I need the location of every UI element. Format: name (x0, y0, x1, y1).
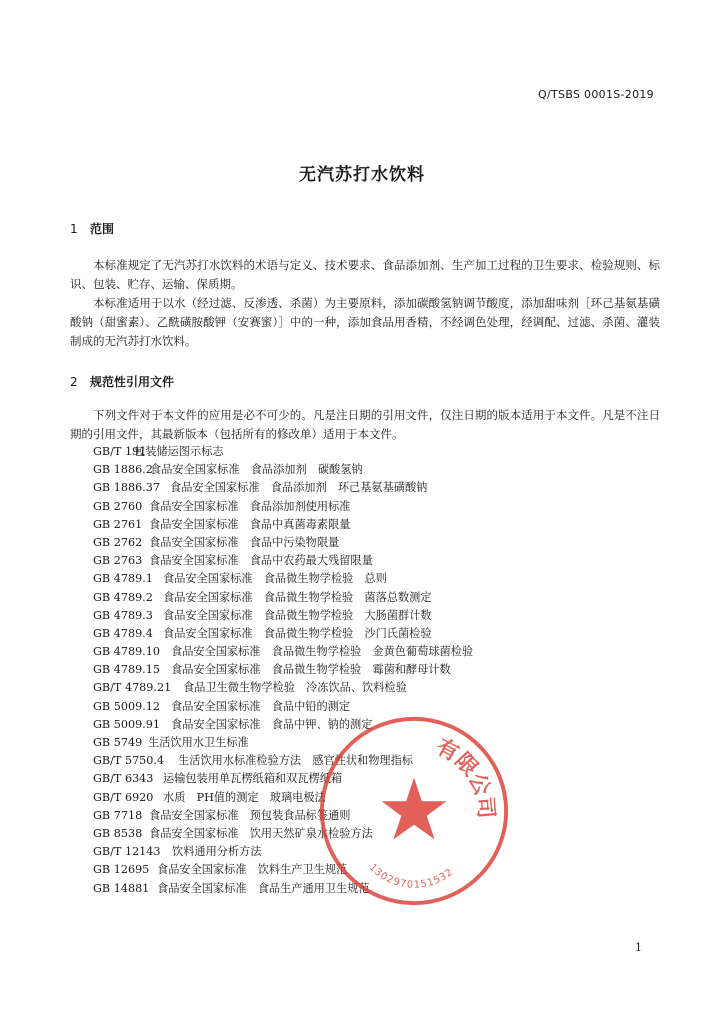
reference-code: GB 4789.10 (93, 645, 160, 659)
scope-paragraph-2: 本标准适用于以水（经过滤、反渗透、杀菌）为主要原料，添加碳酸氢钠调节酸度，添加甜味剂［环己基氨基磺酸钠（甜蜜素）、乙酰磺胺酸钾（安赛蜜）］中的一种，添加食品用香精，不经调色处理，经调配、过滤、杀菌、灌装制成的无汽苏打水饮料。 (70, 296, 660, 348)
reference-code: GB 2762 (93, 535, 143, 549)
reference-code: GB 8538 (93, 826, 143, 840)
reference-title: 食品卫生微生物学检验 冷冻饮品、饮料检验 (183, 681, 407, 695)
company-seal (316, 713, 512, 909)
reference-item (93, 479, 473, 497)
reference-code: GB 4789.2 (93, 590, 153, 604)
reference-title: 食品安全国家标准 食品中农药最大残留限量 (149, 554, 373, 568)
section-1-title: 范围 (90, 222, 115, 236)
reference-item (93, 570, 473, 588)
reference-title: 食品安全国家标准 预包装食品标签通则 (149, 808, 351, 822)
reference-code: GB 2760 (93, 499, 143, 513)
scope-paragraph-1: 本标准规定了无汽苏打水饮料的术语与定义、技术要求、食品添加剂、生产加工过程的卫生要求、检验规则、标识、包装、贮存、运输、保质期。 (70, 258, 660, 291)
reference-code: GB 2763 (93, 554, 143, 568)
section-2-heading (70, 373, 174, 390)
reference-code: GB 1886.2 (93, 463, 153, 477)
seal-ring-text (432, 734, 498, 820)
reference-title: 生活饮用水卫生标准 (148, 736, 249, 749)
seal-ring-text-path: 有限公司 (431, 734, 499, 820)
reference-title: 食品安全国家标准 食品中真菌毒素限量 (149, 517, 351, 531)
reference-item (93, 679, 473, 697)
reference-title: 饮料通用分析方法 (172, 845, 262, 859)
reference-title: 包装储运图示标志 (134, 445, 224, 458)
reference-title: 食品安全国家标准 饮用天然矿泉水检验方法 (149, 826, 373, 840)
seal-number-path: 1302970151532 (366, 862, 456, 891)
reference-item (93, 625, 473, 643)
reference-item (93, 516, 473, 534)
reference-title: 食品安全国家标准 食品微生物学检验 沙门氏菌检验 (163, 626, 432, 640)
reference-title: 食品安全国家标准 食品中铅的测定 (171, 699, 351, 713)
reference-item (93, 534, 473, 552)
reference-title: 食品安全国家标准 食品微生物学检验 霉菌和酵母计数 (171, 663, 451, 677)
reference-code: GB 5009.12 (93, 699, 160, 713)
reference-title: 运输包装用单瓦楞纸箱和双瓦楞纸箱 (163, 772, 343, 786)
reference-code: GB/T 12143 (93, 845, 161, 859)
reference-title: 食品安全国家标准 食品微生物学检验 菌落总数测定 (163, 590, 432, 604)
reference-item (93, 661, 473, 679)
standard-code: Q/TSBS 0001S-2019 (538, 88, 654, 101)
reference-code: GB/T 5750.4 (93, 754, 165, 768)
reference-title: 水质 PH值的测定 玻璃电极法 (163, 790, 326, 804)
reference-title: 食品安全国家标准 饮料生产卫生规范 (157, 863, 348, 877)
reference-code: GB 2761 (93, 517, 143, 531)
reference-code: GB/T 6920 (93, 790, 154, 804)
reference-title: 食品安全国家标准 食品添加剂 环己基氨基磺酸钠 (170, 481, 428, 495)
reference-code: GB/T 191 (93, 445, 147, 458)
section-1-body (70, 256, 660, 351)
section-1-heading (70, 220, 114, 237)
section-2-body (70, 406, 660, 444)
reference-item (93, 461, 473, 479)
reference-title: 食品安全国家标准 食品中钾、钠的测定 (171, 717, 373, 731)
reference-item (93, 607, 473, 625)
reference-title: 食品安全国家标准 食品添加剂 碳酸氢钠 (150, 463, 363, 477)
reference-code: GB 5009.91 (93, 717, 160, 731)
reference-code: GB 1886.37 (93, 481, 160, 495)
reference-code: GB 4789.15 (93, 663, 160, 677)
reference-item (93, 498, 473, 516)
page-number: 1 (635, 941, 642, 954)
reference-code: GB 14881 (93, 881, 150, 895)
reference-code: GB 4789.4 (93, 626, 153, 640)
reference-title: 生活饮用水标准检验方法 感官性状和物理指标 (178, 754, 413, 768)
reference-item (93, 552, 473, 570)
reference-title: 食品安全国家标准 食品微生物学检验 金黄色葡萄球菌检验 (171, 645, 474, 659)
section-1-number: 1 (70, 222, 78, 236)
reference-title: 食品安全国家标准 食品生产通用卫生规范 (157, 881, 370, 895)
reference-item (93, 643, 473, 661)
section-2-number: 2 (70, 375, 78, 389)
reference-item (93, 589, 473, 607)
reference-title: 食品安全国家标准 食品中污染物限量 (149, 535, 340, 549)
seal-number (367, 862, 456, 891)
normative-references-intro: 下列文件对于本文件的应用是必不可少的。凡是注日期的引用文件，仅注日期的版本适用于本文件。凡是不注日期的引用文件，其最新版本（包括所有的修改单）适用于本文件。 (70, 408, 660, 441)
reference-item (93, 443, 473, 461)
reference-title: 食品安全国家标准 食品微生物学检验 总则 (163, 572, 387, 586)
reference-code: GB/T 6343 (93, 772, 154, 786)
section-2-title: 规范性引用文件 (90, 375, 175, 389)
reference-code: GB 4789.1 (93, 572, 153, 586)
reference-code: GB 5749 (93, 736, 143, 749)
seal-star-icon (382, 778, 447, 840)
reference-code: GB 4789.3 (93, 608, 153, 622)
reference-title: 食品安全国家标准 食品添加剂使用标准 (149, 499, 351, 513)
reference-code: GB/T 4789.21 (93, 681, 172, 695)
document-title: 无汽苏打水饮料 (299, 165, 425, 185)
reference-title: 食品安全国家标准 食品微生物学检验 大肠菌群计数 (163, 608, 432, 622)
reference-code: GB 12695 (93, 863, 150, 877)
reference-code: GB 7718 (93, 808, 143, 822)
